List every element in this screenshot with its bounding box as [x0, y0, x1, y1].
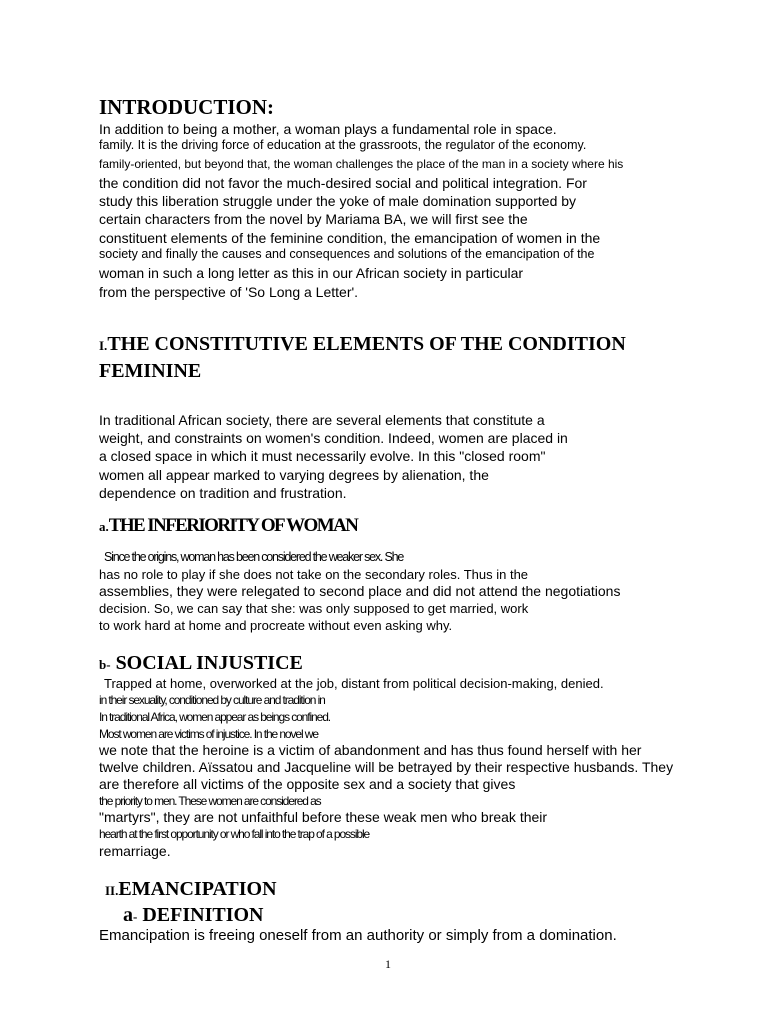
section1-prefix: I.: [99, 338, 108, 353]
intro-line-8: society and finally the causes and consequences and solutions of the emancipation of the: [99, 247, 595, 261]
subsection-b-line-4: Most women are victims of injustice. In the novel we: [99, 727, 318, 741]
intro-line-3: family-oriented, but beyond that, the woman challenges the place of the man in a society where his: [99, 157, 624, 171]
subsection-b-heading: [99, 652, 303, 675]
section1-line-3: a closed space in which it must necessarily evolve. In this "closed room": [99, 448, 546, 464]
intro-line-4: the condition did not favor the much-desired social and political integration. For: [99, 175, 587, 191]
subsection-a-line-1: Since the origins, woman has been considered the weaker sex. She: [104, 550, 404, 564]
subsection-b-prefix: b-: [99, 657, 111, 672]
subsection-a-line-3: assemblies, they were relegated to second place and did not attend the negotiations: [99, 583, 621, 599]
section2-subheading: [123, 904, 263, 927]
section1-heading: [99, 333, 626, 356]
section1-line-4: women all appear marked to varying degrees by alienation, the: [99, 467, 489, 483]
section1-line-1: In traditional African society, there are several elements that constitute a: [99, 412, 545, 428]
subsection-b-line-10: hearth at the first opportunity or who fall into the trap of a possible: [99, 827, 370, 841]
introduction-heading: INTRODUCTION:: [99, 95, 275, 119]
section2-sub-title: DEFINITION: [142, 904, 264, 926]
section2-title: EMANCIPATION: [118, 878, 277, 900]
page-number: 1: [385, 957, 391, 971]
intro-line-1: In addition to being a mother, a woman plays a fundamental role in space.: [99, 121, 557, 137]
section1-heading-line1: THE CONSTITUTIVE ELEMENTS OF THE CONDITION: [107, 333, 626, 355]
subsection-b-line-3: In traditional Africa, women appear as beings confined.: [99, 710, 331, 724]
section2-sub-prefix: a: [123, 904, 133, 926]
subsection-b-line-7: are therefore all victims of the opposite sex and a society that gives: [99, 776, 516, 792]
section1-line-2: weight, and constraints on women's condition. Indeed, women are placed in: [99, 430, 568, 446]
section2-line-1: Emancipation is freeing oneself from an authority or simply from a domination.: [99, 927, 617, 944]
subsection-b-line-6: twelve children. Aïssatou and Jacqueline will be betrayed by their respective husbands. They: [99, 759, 674, 775]
subsection-a-prefix: a.: [99, 519, 109, 534]
subsection-b-line-11: remarriage.: [99, 843, 171, 859]
subsection-a-line-2: has no role to play if she does not take on the secondary roles. Thus in the: [99, 567, 529, 582]
subsection-b-line-5: we note that the heroine is a victim of abandonment and has thus found herself with her: [99, 742, 642, 758]
intro-line-2: family. It is the driving force of education at the grassroots, the regulator of the economy.: [99, 138, 587, 152]
intro-line-5: study this liberation struggle under the yoke of male domination supported by: [99, 193, 577, 209]
intro-line-9: woman in such a long letter as this in our African society in particular: [99, 265, 524, 281]
subsection-a-line-4: decision. So, we can say that she: was only supposed to get married, work: [99, 601, 529, 616]
subsection-b-title: SOCIAL INJUSTICE: [115, 652, 303, 674]
intro-line-7: constituent elements of the feminine condition, the emancipation of women in the: [99, 230, 601, 246]
subsection-a-heading: [99, 515, 357, 537]
subsection-a-title: THE INFERIORITY OF WOMAN: [108, 515, 358, 536]
section2-heading: [105, 878, 277, 901]
intro-line-10: from the perspective of 'So Long a Letter'.: [99, 284, 359, 300]
section2-sub-dash: -: [133, 909, 138, 924]
section2-prefix: II.: [105, 883, 119, 898]
intro-line-6: certain characters from the novel by Mariama BA, we will first see the: [99, 211, 528, 227]
subsection-b-line-1: Trapped at home, overworked at the job, distant from political decision-making, denied.: [104, 676, 604, 691]
section1-heading-line2: FEMININE: [99, 360, 202, 382]
subsection-b-line-2: in their sexuality, conditioned by culture and tradition in: [99, 693, 325, 707]
subsection-b-line-9: "martyrs", they are not unfaithful before these weak men who break their: [99, 809, 548, 825]
subsection-a-line-5: to work hard at home and procreate without even asking why.: [99, 618, 453, 633]
section1-line-5: dependence on tradition and frustration.: [99, 485, 347, 501]
subsection-b-line-8: the priority to men. These women are considered as: [99, 794, 321, 808]
